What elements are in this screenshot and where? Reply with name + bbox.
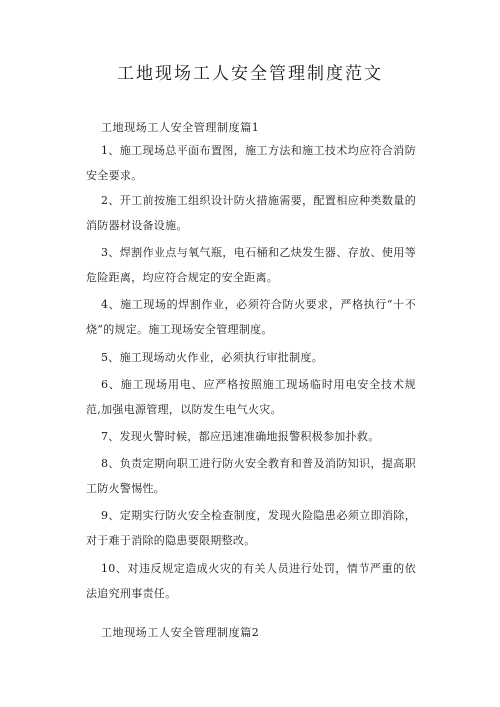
- paragraph-1: 1、施工现场总平面布置图，施工方法和施工技术均应符合消防安全要求。: [86, 144, 416, 182]
- paragraph-4: 4、施工现场的焊割作业，必须符合防火要求，严格执行“十不烧”的规定。施工现场安全管理制度。: [86, 298, 416, 336]
- paragraph-9: 9、定期实行防火安全检查制度，发现火险隐患必须立即消除，对于难于消除的隐患要限期整改。: [86, 509, 416, 547]
- paragraph-10: 10、对违反规定造成火灾的有关人员进行处罚，情节严重的依法追究刑事责任。: [86, 562, 416, 600]
- paragraph-2: 2、开工前按施工组织设计防火措施需要，配置相应种类数量的消防器材设备设施。: [86, 194, 416, 232]
- paragraph-7: 7、发现火警时候，都应迅速准确地报警积极参加扑救。: [101, 430, 380, 443]
- section-heading-1: 工地现场工人安全管理制度篇1: [101, 121, 260, 134]
- paragraph-3: 3、焊割作业点与氧气瓶，电石桶和乙炔发生器、存放、使用等危险距离，均应符合规定的安全距离。: [86, 246, 416, 284]
- paragraph-8: 8、负责定期向职工进行防火安全教育和普及消防知识，提高职工防火警惕性。: [86, 457, 416, 495]
- section-heading-2: 工地现场工人安全管理制度篇2: [101, 626, 260, 639]
- paragraph-6: 6、施工现场用电、应严格按照施工现场临时用电安全技术规范,加强电源管理，以防发生电气火灾。: [86, 378, 416, 416]
- paragraph-5: 5、施工现场动火作业，必须执行审批制度。: [101, 351, 323, 364]
- document-title: 工地现场工人安全管理制度范文: [117, 64, 383, 84]
